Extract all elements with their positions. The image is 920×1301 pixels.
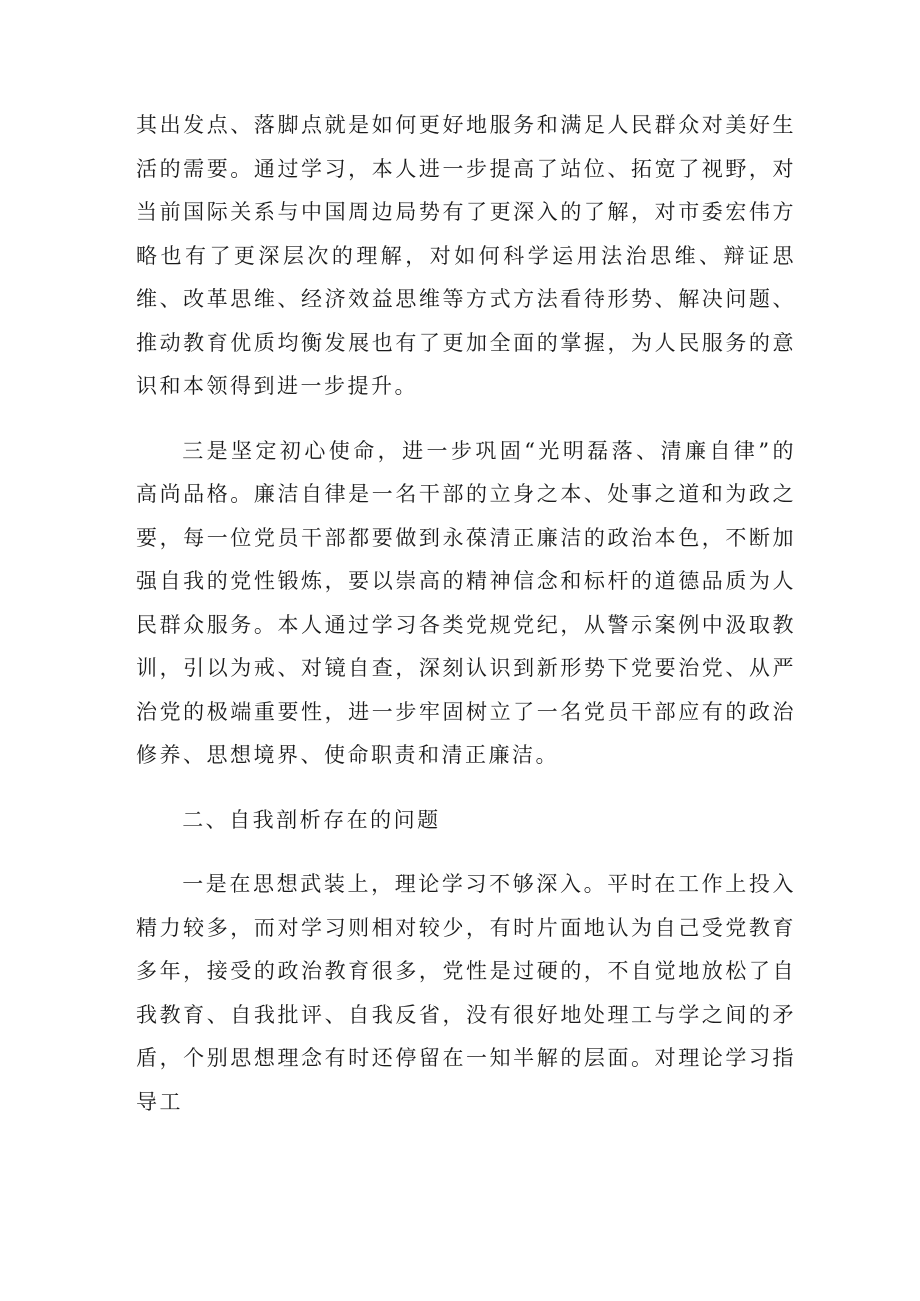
paragraph-point-three: 三是坚定初心使命，进一步巩固“光明磊落、清廉自律”的高尚品格。廉洁自律是一名干部的立身之本、处事之道和为政之要，每一位党员干部都要做到永葆清正廉洁的政治本色，不断加强自我的党性锻炼，要以崇高的精神信念和标杆的道德品质为人民群众服务。本人通过学习各类党规党纪，从警示案例中汲取教训，引以为戒、对镜自查，深刻认识到新形势下党要治党、从严治党的极端重要性，进一步牢固树立了一名党员干部应有的政治修养、思想境界、使命职责和清正廉洁。 bbox=[136, 438, 796, 767]
paragraph-continuation: 其出发点、落脚点就是如何更好地服务和满足人民群众对美好生活的需要。通过学习，本人进一步提高了站位、拓宽了视野，对当前国际关系与中国周边局势有了更深入的了解，对市委宏伟方略也有了更深层次的理解，对如何科学运用法治思维、辩证思维、改革思维、经济效益思维等方式方法看待形势、解决问题、推动教育优质均衡发展也有了更加全面的掌握，为人民服务的意识和本领得到进一步提升。 bbox=[136, 113, 796, 398]
paragraph-point-one: 一是在思想武装上，理论学习不够深入。平时在工作上投入精力较多，而对学习则相对较少，有时片面地认为自己受党教育多年，接受的政治教育很多，党性是过硬的，不自觉地放松了自我教育、自我批评、自我反省，没有很好地处理工与学之间的矛盾，个别思想理念有时还停留在一知半解的层面。对理论学习指导工 bbox=[136, 872, 796, 1114]
section-heading: 二、自我剖析存在的问题 bbox=[182, 807, 441, 832]
document-body bbox=[136, 104, 796, 1124]
